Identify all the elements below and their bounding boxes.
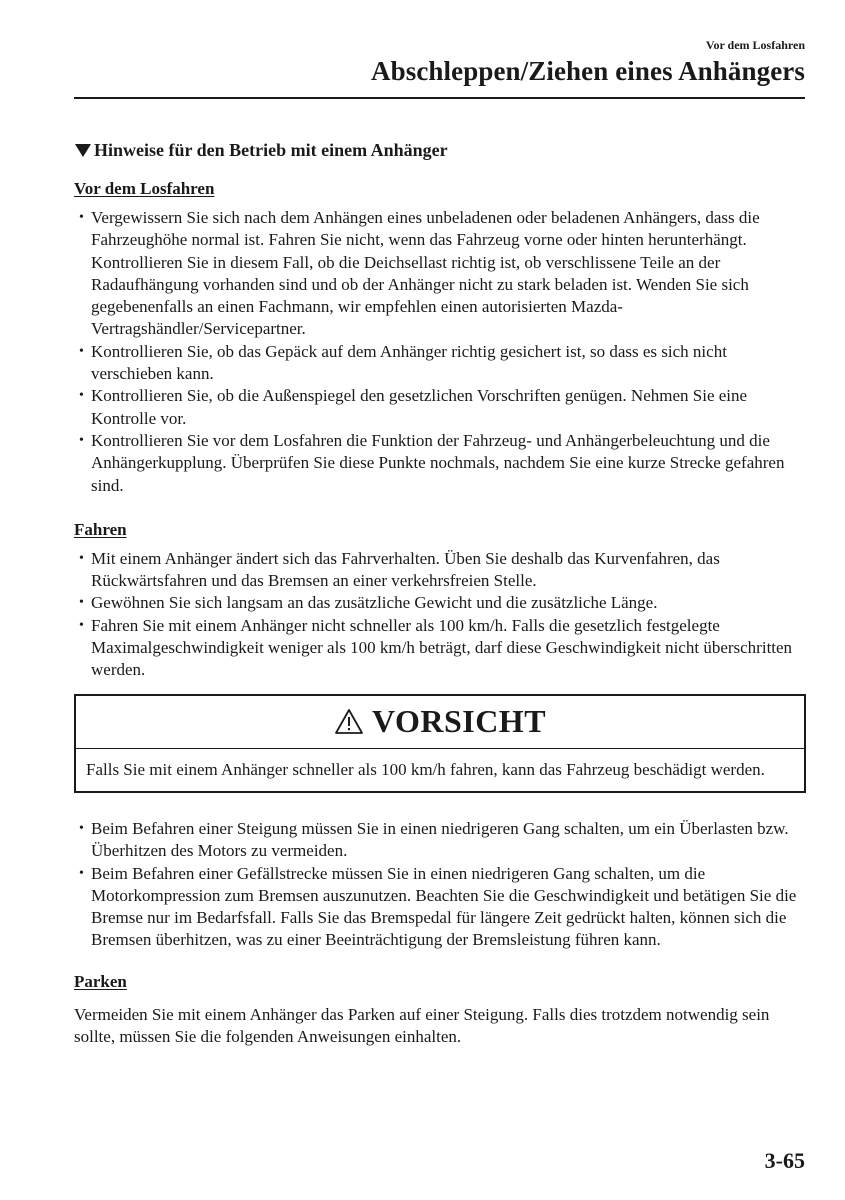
list-item-text: Kontrollieren Sie, ob die Außenspiegel den gesetzlichen Vorschriften genügen. Nehmen Sie eine Kontrolle vor.: [91, 386, 748, 428]
header-section-label: Vor dem Losfahren: [705, 38, 805, 52]
caution-box: [74, 694, 806, 793]
list-item: [74, 341, 806, 386]
warning-triangle-icon: [334, 708, 364, 735]
subheading-fahren: Fahren: [74, 519, 127, 539]
caution-text: Falls Sie mit einem Anhänger schneller als 100 km/h fahren, kann das Fahrzeug beschädigt werden.: [86, 759, 765, 779]
list-item-text: Beim Befahren einer Gefällstrecke müssen Sie in einen niedrigeren Gang schalten, um die Motorkompression zum Bremsen auszunutzen. Beachten Sie die Geschwindigkeit und betätigen Sie die Bremse nur im Bedarfsfall. Falls Sie das Bremspedal für längere Zeit gedrückt halten, können sich die Bremsen überhitzen, was zu einer Beeinträchtigung der Bremsleistung führen kann.: [91, 863, 797, 950]
page-content: [74, 140, 806, 1048]
list-item-text: Mit einem Anhänger ändert sich das Fahrverhalten. Üben Sie deshalb das Kurvenfahren, das Rückwärtsfahren und das Bremsen an einer verkehrsfreien Stelle.: [91, 548, 720, 591]
header-title: Abschleppen/Ziehen eines Anhängers: [371, 56, 805, 86]
bullet-icon: •: [79, 595, 84, 611]
subheading-parken: Parken: [74, 971, 127, 991]
header-divider: [74, 97, 805, 99]
bullet-list-fahren: [74, 548, 806, 682]
caution-title: VORSICHT: [371, 703, 547, 740]
list-item: [74, 207, 806, 341]
bullet-icon: •: [79, 210, 84, 225]
list-item-text: Kontrollieren Sie, ob das Gepäck auf dem Anhänger richtig gesichert ist, so dass es sich nicht verschieben kann.: [91, 341, 727, 384]
list-item-text: Fahren Sie mit einem Anhänger nicht schneller als 100 km/h. Falls die gesetzlich festgelegte Maximalgeschwindigkeit weniger als 100 km/h beträgt, darf diese Geschwindigkeit nicht überschritten werden.: [91, 615, 793, 680]
bullet-icon: •: [79, 343, 84, 359]
list-item-text: Kontrollieren Sie vor dem Losfahren die Funktion der Fahrzeug- und Anhängerbeleuchtung und die Anhängerkupplung. Überprüfen Sie diese Punkte nochmals, nachdem Sie eine kurze Strecke gefahren sind.: [91, 430, 785, 495]
bullet-icon: •: [79, 550, 84, 566]
caution-header: [76, 696, 804, 749]
page-number: 3-65: [764, 1148, 805, 1173]
list-item: [74, 818, 806, 863]
list-item-text: Gewöhnen Sie sich langsam an das zusätzliche Gewicht und die zusätzliche Länge.: [91, 593, 658, 613]
list-item: [74, 548, 806, 593]
list-item: [74, 863, 806, 952]
list-item-text: Vergewissern Sie sich nach dem Anhängen eines unbeladenen oder beladenen Anhängers, dass die Fahrzeughöhe normal ist. Fahren Sie nicht, wenn das Fahrzeug vorne oder hinten herunterhängt. Kontrollieren Sie in diesem Fall, ob die Deichsellast richtig ist, ob verschlissene Teile an der Radaufhängung vorhanden sind und ob der Anhänger nicht zu stark beladen ist. Wenden Sie sich gegebenenfalls an einen Fachmann, wir empfehlen einen autorisierten Mazda-Vertragshändler/Servicepartner.: [91, 208, 760, 339]
bullet-icon: •: [79, 617, 84, 633]
bullet-icon: •: [79, 432, 84, 448]
bullet-list-vor-dem-losfahren: [74, 207, 806, 497]
section-title-text: Hinweise für den Betrieb mit einem Anhänger: [94, 140, 448, 160]
list-item: [74, 615, 806, 682]
parken-paragraph: Vermeiden Sie mit einem Anhänger das Parken auf einer Steigung. Falls dies trotzdem notwendig sein sollte, müssen Sie die folgenden Anweisungen einhalten.: [74, 1004, 770, 1047]
section-title: [74, 140, 806, 161]
bullet-icon: •: [79, 865, 84, 881]
subheading-vor-dem-losfahren: Vor dem Losfahren: [74, 179, 215, 198]
list-item-text: Beim Befahren einer Steigung müssen Sie in einen niedrigeren Gang schalten, um ein Überlasten bzw. Überhitzen des Motors zu vermeiden.: [91, 818, 789, 861]
bullet-icon: •: [79, 388, 84, 404]
bullet-list-gradients: [74, 818, 806, 952]
list-item: [74, 430, 806, 497]
list-item: [74, 385, 806, 430]
bullet-icon: •: [79, 820, 84, 836]
list-item: [74, 592, 806, 614]
triangle-marker-icon: [75, 144, 91, 157]
